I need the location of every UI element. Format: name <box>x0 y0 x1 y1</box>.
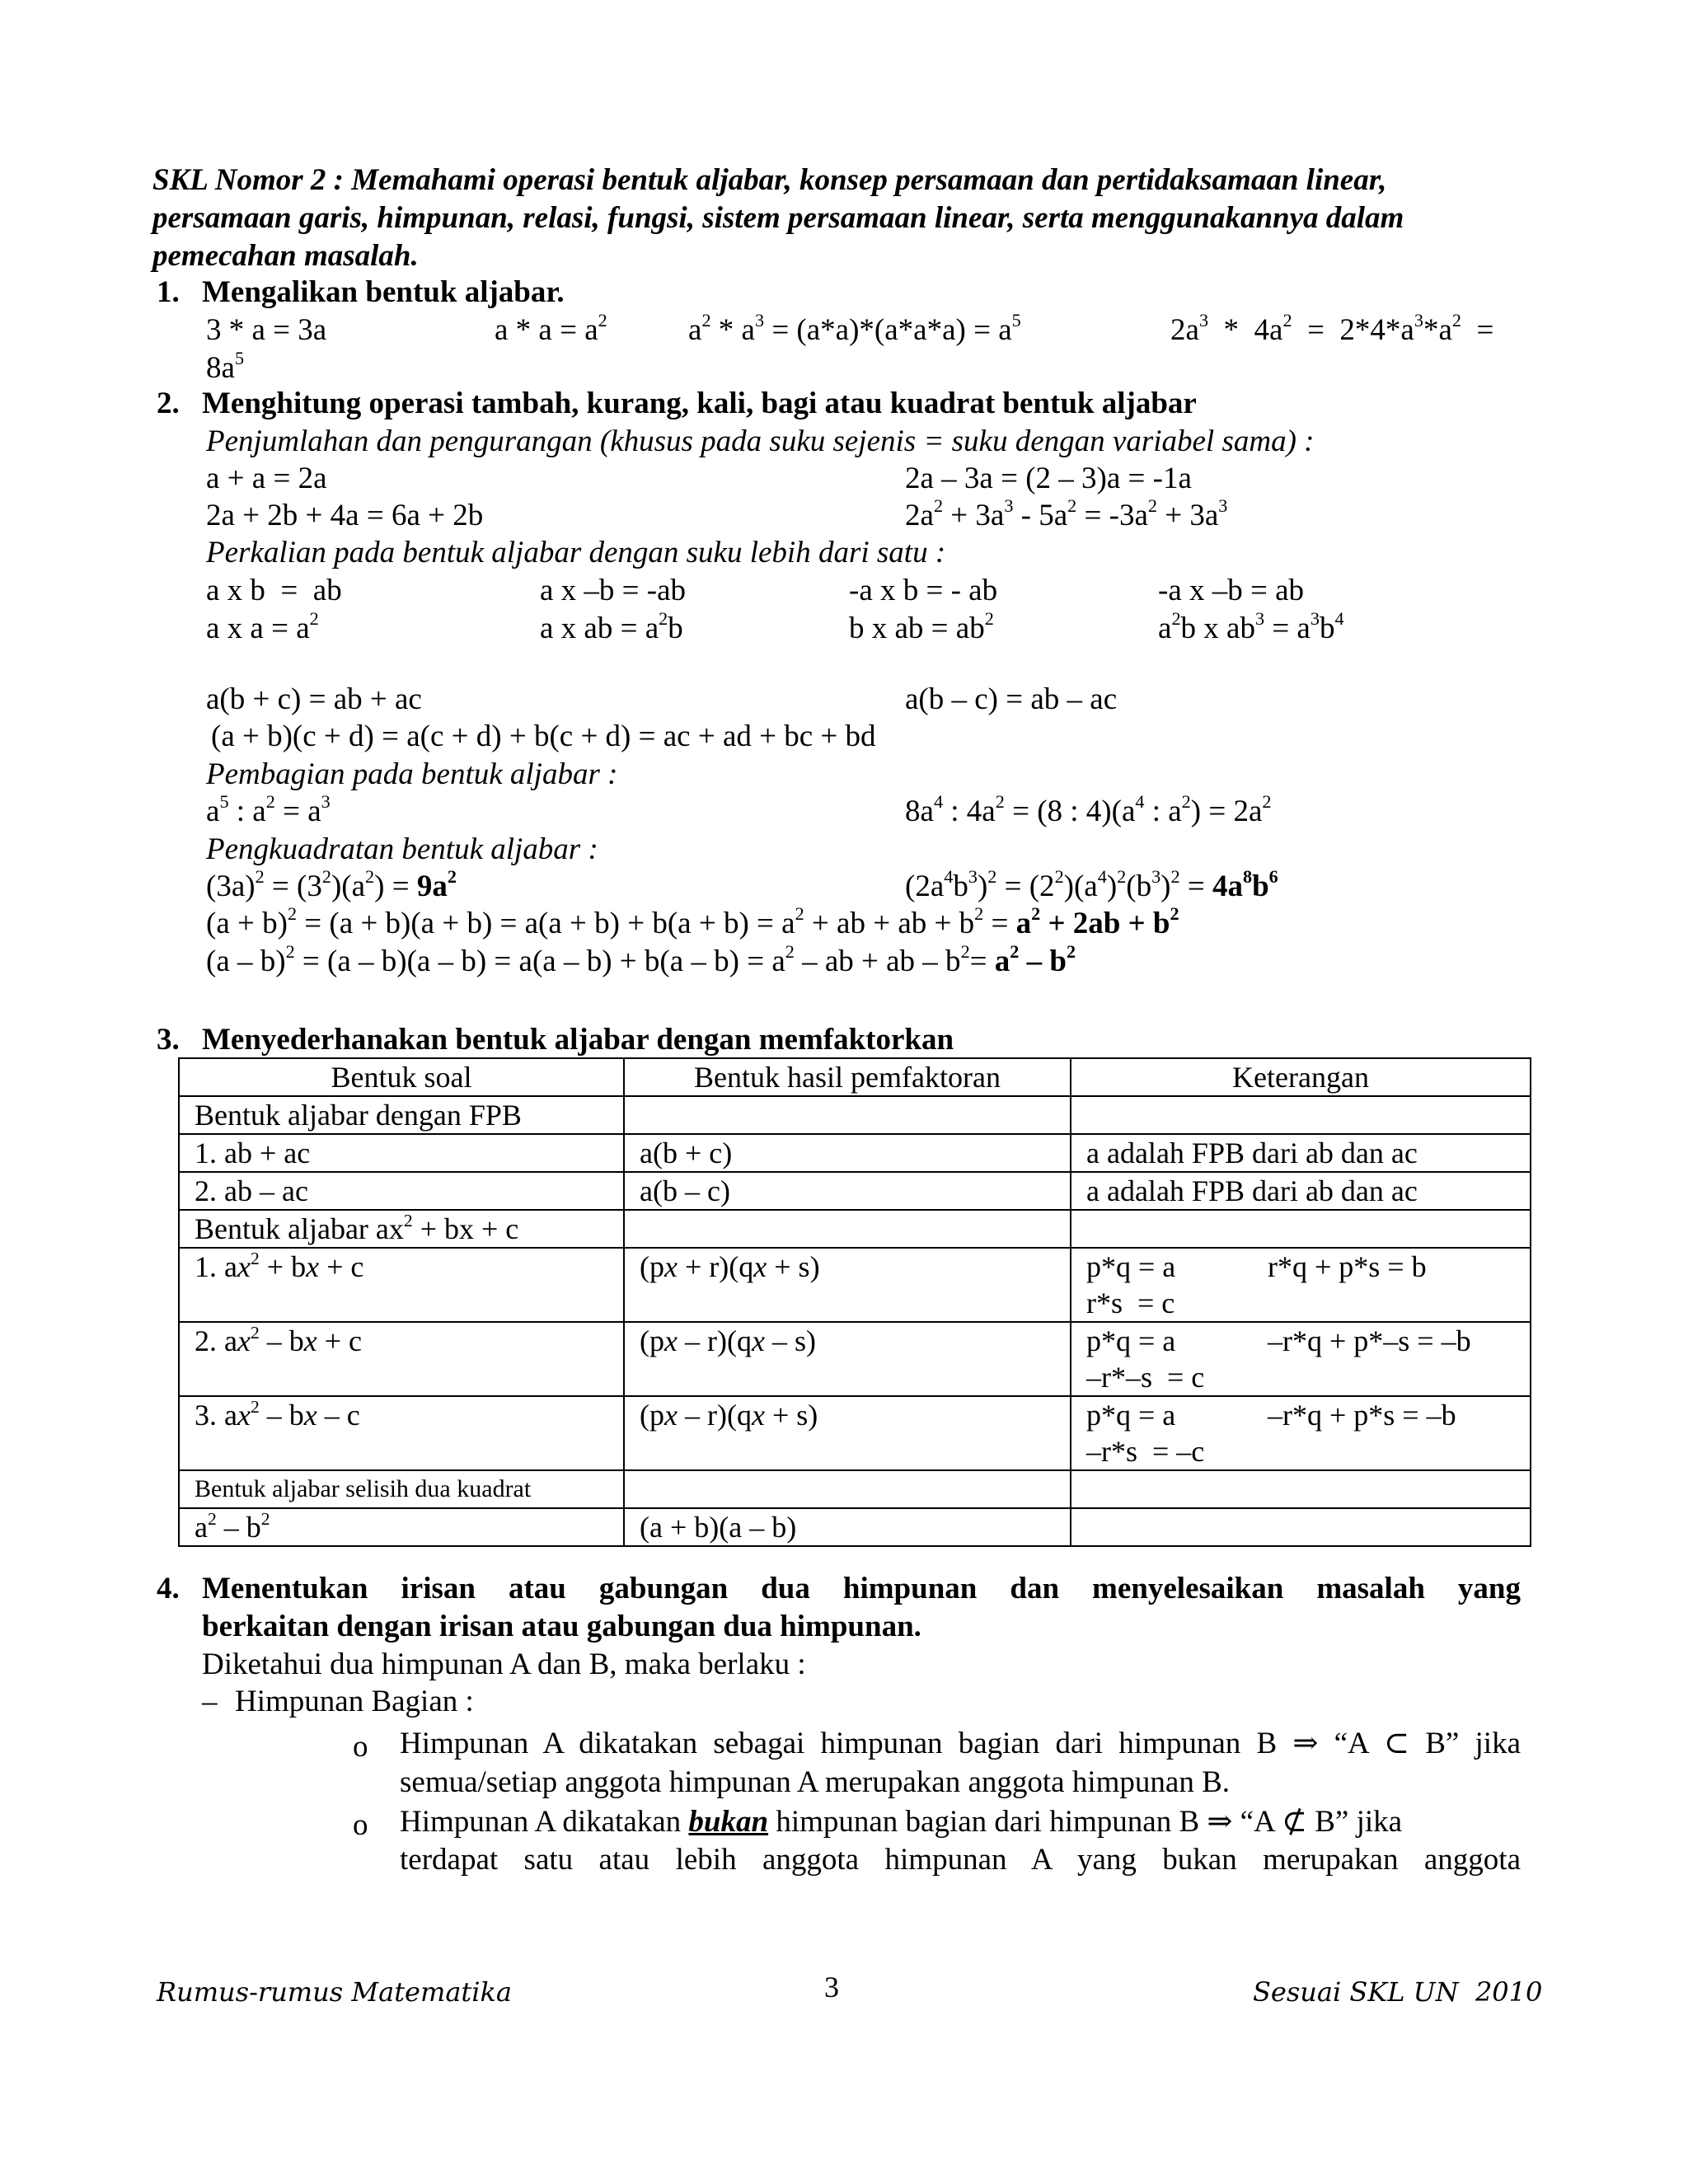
section-4-number: 4. <box>157 1572 180 1605</box>
footer-right: Sesuai SKL UN 2010 <box>1253 1976 1543 2008</box>
cell: p*q = a –r*q + p*–s = –b –r*–s = c <box>1071 1322 1531 1396</box>
himpunan-bagian-label: Himpunan Bagian : <box>235 1685 474 1718</box>
expr-2a3-4a2: $2a^3 * 4a^2 = 2*4*a^3*a^2$ = <box>1170 310 1494 347</box>
expr-div-1: $a^5$ : $a^2 = a^3$ <box>206 791 331 828</box>
factoring-table <box>178 1057 1531 1547</box>
cell: a(b + c) <box>624 1134 1071 1172</box>
expr-square-1: $(3a)^2 = (3^2)(a^2) = 9a^2$ <box>206 866 457 903</box>
cell: a adalah FPB dari ab dan ac <box>1071 1172 1531 1210</box>
expr-mult-1: a x b = ab <box>206 574 342 607</box>
expr-distrib-3: (a + b)(c + d) = a(c + d) + b(c + d) = ac + ad + bc + bd <box>211 719 876 753</box>
expr-mult-5: a x $a = a^2$ <box>206 608 319 645</box>
page-number: 3 <box>824 1971 839 2004</box>
col-header-hasil: Bentuk hasil pemfaktoran <box>624 1058 1071 1096</box>
dash-bullet: – <box>202 1685 218 1718</box>
cell: 2. $ax^2$ – bx + c <box>179 1322 624 1396</box>
subheading-pembagian: Pembagian pada bentuk aljabar : <box>206 757 618 791</box>
expr-div-2: $8a^4$ : $4a^2 = (8$ : $4)(a^4$ : $a^2) = 2a^2$ <box>905 791 1272 828</box>
section-3-number: 3. <box>157 1023 180 1057</box>
cell: (a + b)(a – b) <box>624 1508 1071 1546</box>
skl-heading-line-1: SKL Nomor 2 : Memahami operasi bentuk aljabar, konsep persamaan dan pertidaksamaan linear, <box>152 163 1387 197</box>
section-1-title: Mengalikan bentuk aljabar. <box>202 275 565 309</box>
cell: (px + r)(qx + s) <box>624 1248 1071 1322</box>
cell: p*q = a r*q + p*s = b r*s = c <box>1071 1248 1531 1322</box>
table-row <box>179 1396 1531 1470</box>
cell: $a^2 - b^2$ <box>179 1508 624 1546</box>
cell: a(b – c) <box>624 1172 1071 1210</box>
cell: 1. $ax^2$ + bx + c <box>179 1248 624 1322</box>
group-fpb: Bentuk aljabar dengan FPB <box>179 1096 624 1134</box>
footer-left: Rumus-rumus Matematika <box>157 1976 512 2008</box>
expr-sum-2: 2a + 2b + 4a = 6a + 2b <box>206 499 484 532</box>
expr-8a5: $8a^5$ <box>206 348 245 385</box>
cell: p*q = a –r*q + p*s = –b –r*s = –c <box>1071 1396 1531 1470</box>
table-row <box>179 1470 1531 1508</box>
subheading-perkalian: Perkalian pada bentuk aljabar dengan suku lebih dari satu : <box>206 536 946 569</box>
expr-mult-2: a x –b = -ab <box>540 574 687 607</box>
col-header-keterangan: Keterangan <box>1071 1058 1531 1096</box>
table-row <box>179 1096 1531 1134</box>
group-quadratic: Bentuk aljabar $ax^2$ + bx + c <box>179 1210 624 1248</box>
skl-heading-line-2: persamaan garis, himpunan, relasi, fungsi, sistem persamaan linear, serta menggunakannya dalam <box>152 201 1404 235</box>
expr-square-3: $(a + b)^2 = (a + b)(a + b) = a(a + b) + b(a + b) = a^2$ + ab + ab + $b^2 = a^2 + 2ab + b^2$ <box>206 903 1179 940</box>
expr-distrib-2: a(b – c) = ab – ac <box>905 682 1118 716</box>
bullet-2: o <box>353 1808 368 1842</box>
expr-3a: 3 * a = 3a <box>206 313 327 347</box>
section-2-title: Menghitung operasi tambah, kurang, kali, bagi atau kuadrat bentuk aljabar <box>202 387 1197 420</box>
section-1-number: 1. <box>157 275 180 309</box>
section-2-number: 2. <box>157 387 180 420</box>
expr-square-4: $(a - b)^2 = (a - b)(a - b) = a(a - b) + b(a - b) = a^2$ – ab + ab – $b^2= a^2 - b^2$ <box>206 941 1076 978</box>
table-row <box>179 1210 1531 1248</box>
expr-mult-6: a x ab = $a^2b$ <box>540 608 683 645</box>
cell: 2. ab – ac <box>179 1172 624 1210</box>
cell: (px – r)(qx – s) <box>624 1322 1071 1396</box>
subheading-penjumlahan: Penjumlahan dan pengurangan (khusus pada suku sejenis = suku dengan variabel sama) : <box>206 424 1315 458</box>
subheading-pengkuadratan: Pengkuadratan bentuk aljabar : <box>206 832 598 866</box>
table-row <box>179 1248 1531 1322</box>
table-row <box>179 1172 1531 1210</box>
expr-diff-1: 2a – 3a = (2 – 3)a = -1a <box>905 462 1192 495</box>
table-header-row <box>179 1058 1531 1096</box>
not-subset-line-1: Himpunan A dikatakan bukan himpunan bagian dari himpunan B ⇒ “A ⊄ B” jika <box>400 1805 1403 1839</box>
expr-sum-1: a + a = 2a <box>206 462 327 495</box>
subset-line-2: semua/setiap anggota himpunan A merupakan anggota himpunan B. <box>400 1765 1231 1799</box>
cell: a adalah FPB dari ab dan ac <box>1071 1134 1531 1172</box>
expr-a-squared: $a * a = a^2$ <box>495 310 607 347</box>
expr-a-fifth: $a^2 * a^3 = (a*a)*(a*a*a) = a^5$ <box>688 310 1021 347</box>
table-row <box>179 1134 1531 1172</box>
section-4-intro: Diketahui dua himpunan A dan B, maka berlaku : <box>202 1647 806 1681</box>
cell: 1. ab + ac <box>179 1134 624 1172</box>
not-subset-line-2: terdapat satu atau lebih anggota himpunan A yang bukan merupakan anggota <box>400 1843 1521 1877</box>
cell: (px – r)(qx + s) <box>624 1396 1071 1470</box>
subset-line-1: Himpunan A dikatakan sebagai himpunan bagian dari himpunan B ⇒ “A ⊂ B” jika <box>400 1727 1521 1760</box>
expr-mult-7: b x ab = $ab^2$ <box>849 608 994 645</box>
skl-heading-line-3: pemecahan masalah. <box>152 239 419 273</box>
expr-mult-8: $a^2b$ x $ab^3 = a^3b^4$ <box>1158 608 1344 645</box>
group-difference-of-squares: Bentuk aljabar selisih dua kuadrat <box>179 1470 624 1508</box>
table-row <box>179 1322 1531 1396</box>
expr-distrib-1: a(b + c) = ab + ac <box>206 682 422 716</box>
section-3-title: Menyederhanakan bentuk aljabar dengan memfaktorkan <box>202 1023 954 1057</box>
expr-mult-3: -a x b = - ab <box>849 574 998 607</box>
section-4-title-line-2: berkaitan dengan irisan atau gabungan dua himpunan. <box>202 1610 921 1643</box>
section-4-title-line-1: Menentukan irisan atau gabungan dua himpunan dan menyelesaikan masalah yang <box>202 1572 1521 1605</box>
expr-sum-3: $2a^2 + 3a^3 - 5a^2 = -3a^2 + 3a^3$ <box>905 495 1228 532</box>
table-row <box>179 1508 1531 1546</box>
cell: 3. $ax^2$ – bx – c <box>179 1396 624 1470</box>
expr-square-2: $(2a^4b^3)^2 = (2^2)(a^4)^2(b^3)^2 = 4a^8b^6$ <box>905 866 1278 903</box>
bullet-1: o <box>353 1730 368 1764</box>
expr-mult-4: -a x –b = ab <box>1158 574 1305 607</box>
col-header-bentuk-soal: Bentuk soal <box>179 1058 624 1096</box>
